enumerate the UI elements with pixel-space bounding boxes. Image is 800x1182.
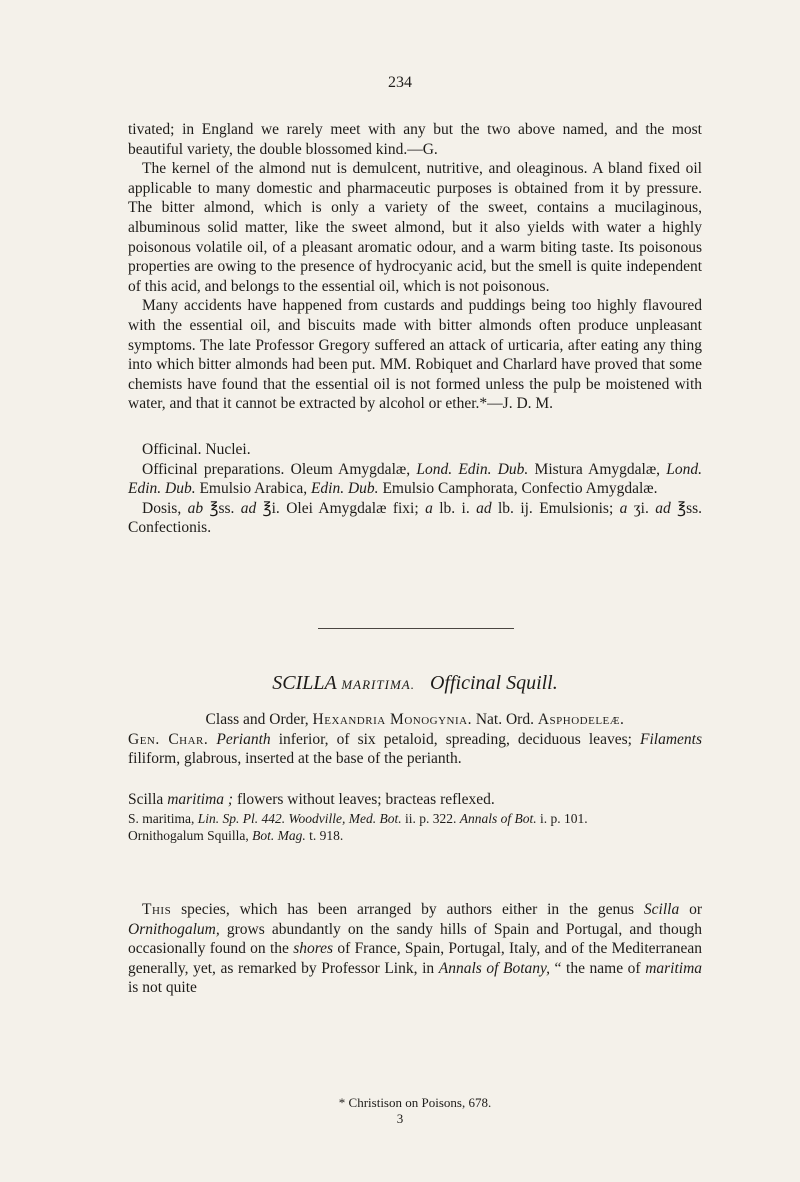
- title-common-name: Officinal Squill.: [429, 672, 558, 694]
- species-genus: Scilla: [128, 791, 164, 808]
- gen-char-text-2: filiform, glabrous, inserted at the base of the perianth.: [128, 750, 462, 768]
- ref-3-page: i. p. 101.: [540, 810, 588, 826]
- reference-line-1: [128, 810, 702, 827]
- title-species: MARITIMA.: [341, 677, 415, 692]
- title-genus: SCILLA: [272, 672, 337, 694]
- dosis-label: Dosis,: [142, 499, 182, 517]
- ref-4-name: Ornithogalum Squilla,: [128, 827, 249, 843]
- prep-3: Emulsio Arabica,: [199, 480, 308, 498]
- prep-3-pharm: Edin. Dub.: [310, 480, 379, 498]
- prep-4: Emulsio Camphorata, Confectio Amygdalæ.: [382, 480, 658, 498]
- page-number: 234: [388, 74, 412, 91]
- dosis-emulsion: lb. ij. Emulsionis;: [498, 499, 614, 517]
- nat-ord-label: Nat. Ord.: [475, 711, 534, 728]
- desc-text-5: is not quite: [128, 979, 197, 997]
- dosis-line: [128, 499, 702, 538]
- gen-char-text-1: inferior, of six petaloid, spreading, deciduous leaves;: [278, 730, 632, 748]
- preparations-line: [128, 460, 702, 499]
- ref-2-source: Woodville, Med. Bot.: [288, 810, 402, 826]
- dosis-a-2: a: [619, 499, 628, 517]
- desc-text-1: species, which has been arranged by authors either in the genus: [181, 901, 635, 918]
- officinal-section: [128, 440, 702, 538]
- desc-maritima: maritima: [645, 959, 703, 977]
- desc-shores: shores: [293, 940, 334, 958]
- dosis-ad-3: ad: [655, 499, 671, 517]
- signature-mark: 3: [396, 1111, 404, 1126]
- paragraph-kernel: The kernel of the almond nut is demulcent, nutritive, and oleaginous. A bland fixed oil applicable to many domestic and pharmaceutic purposes is obtained from it by pressure. The bitter almond, which is only a variety of the sweet, contains a mucilaginous, albuminous solid matter, like the sweet almond, but it also yields with water a highly poisonous volatile oil, of a pleasant aromatic odour, and a warm biting taste. Its poisonous properties are owing to the presence of hydrocyanic acid, but the smell is quite independent of this acid, and belongs to the essential oil, which is not poisonous.: [128, 160, 702, 295]
- desc-text-3: of France, Spain, Portugal, Italy, and of the Mediterranean generally, yet, as remarked by Professor Link, in: [128, 940, 703, 977]
- ref-3-source: Annals of Bot.: [459, 810, 537, 826]
- ref-1-page: 442.: [261, 810, 286, 826]
- prep-2: Mistura Amygdalæ,: [534, 460, 661, 478]
- dosis-ab: ab: [187, 499, 204, 517]
- species-epithet: maritima ;: [167, 791, 234, 808]
- dosis-ad-1: ad: [240, 499, 257, 517]
- species-section: [128, 790, 702, 844]
- ref-2-page: ii. p. 322.: [405, 810, 457, 826]
- dosis-lb-1: lb. i.: [439, 499, 470, 517]
- dosis-drachm: ʒi.: [633, 499, 649, 517]
- prep-1-pharm: Lond. Edin. Dub.: [416, 460, 529, 478]
- class-order-value: Hexandria Monogynia.: [312, 711, 472, 728]
- desc-or: or: [689, 901, 703, 918]
- desc-text-4: “ the name of: [554, 959, 641, 977]
- ref-1-source: Lin. Sp. Pl.: [197, 810, 259, 826]
- dosis-oil: ℥i. Olei Amygdalæ fixi;: [262, 499, 419, 517]
- desc-scilla: Scilla: [643, 901, 680, 918]
- officinal-line: Officinal. Nuclei.: [142, 441, 251, 458]
- paragraph-continuation: tivated; in England we rarely meet with any but the two above named, and the most beautiful variety, the double blossomed kind.—G.: [128, 121, 702, 158]
- class-order-line: [128, 710, 702, 730]
- paragraph-accidents: Many accidents have happened from custards and puddings being too highly flavoured with the essential oil, and biscuits made with bitter almonds often produce unpleasant symptoms. The late Professor Gregory suffered an attack of urticaria, after eating any thing into which bitter almonds had been put. MM. Robiquet and Charlard have proved that some chemists have found that the essential oil is not formed unless the pulp be moistened with water, and that it cannot be extracted by alcohol or ether.*—J. D. M.: [128, 297, 702, 413]
- classification-section: [128, 710, 702, 769]
- lead-word: This: [142, 901, 172, 918]
- section-divider: [318, 628, 514, 629]
- gen-char-filaments: Filaments: [640, 730, 703, 748]
- reference-line-2: [128, 827, 702, 844]
- dosis-dose-1: ℥ss.: [209, 499, 235, 517]
- prep-2-pharm: Lond. Edin. Dub.: [128, 460, 703, 498]
- ref-1-name: S. maritima,: [128, 810, 195, 826]
- dosis-a-1: a: [425, 499, 433, 517]
- nat-ord-value: Asphodeleæ.: [537, 711, 625, 728]
- dosis-confection: ℥ss. Confectionis.: [128, 499, 703, 537]
- dosis-ad-2: ad: [476, 499, 492, 517]
- desc-ornithogalum: Ornithogalum,: [128, 920, 220, 938]
- gen-char-label: Gen. Char.: [128, 730, 209, 748]
- species-char-line: [128, 790, 702, 810]
- species-char-text: flowers without leaves; bracteas reflexed.: [236, 791, 495, 808]
- desc-text-2: grows abundantly on the sandy hills of Spain and Portugal, and though occasionally found on the: [128, 920, 702, 958]
- gen-char-perianth: Perianth: [216, 730, 271, 748]
- gen-char-line: [128, 730, 702, 769]
- ref-4-source: Bot. Mag.: [252, 827, 306, 843]
- footnote: * Christison on Poisons, 678.: [338, 1095, 492, 1110]
- top-text: [128, 120, 702, 414]
- section-title: [128, 672, 702, 695]
- desc-annals: Annals of Botany,: [438, 959, 550, 977]
- class-order-label: Class and Order,: [205, 711, 309, 728]
- description-section: [128, 900, 702, 998]
- paragraph-species: [128, 900, 702, 998]
- ref-4-page: t. 918.: [309, 827, 344, 843]
- prep-1: Officinal preparations. Oleum Amygdalæ,: [142, 460, 411, 478]
